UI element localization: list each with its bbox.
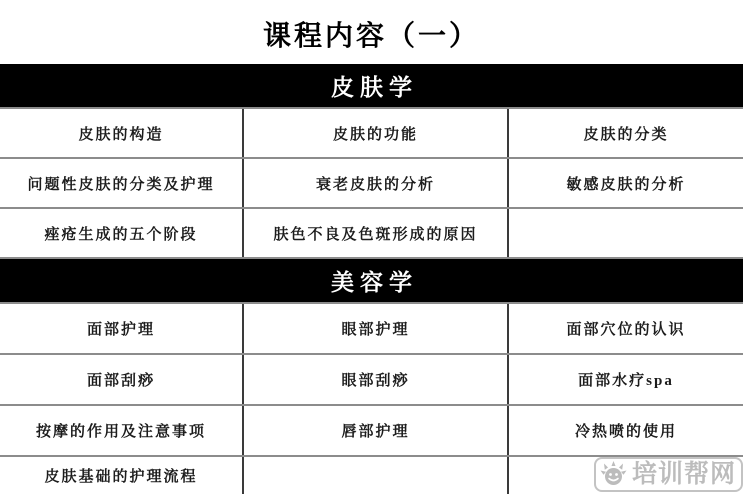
sun-face-icon [600, 461, 627, 488]
course-cell: 冷热喷的使用 [507, 406, 743, 455]
course-cell: 面部刮痧 [86, 373, 155, 389]
course-cell: 眼部护理 [242, 304, 507, 353]
course-cell: 按摩的作用及注意事项 [35, 424, 206, 440]
course-cell: 唇部护理 [242, 406, 507, 455]
table-row [0, 406, 743, 457]
page-title: 课程内容（一） [262, 21, 480, 52]
course-cell: 面部护理 [86, 322, 155, 338]
course-cell: 面部水疗spa [507, 355, 743, 404]
course-cell [242, 457, 507, 494]
section-header-cosmetology: 美容学 [0, 259, 743, 302]
dermatology-table [0, 107, 743, 259]
section-header-dermatology: 皮肤学 [0, 64, 743, 107]
course-cell: 眼部刮痧 [242, 355, 507, 404]
course-cell: 皮肤基础的护理流程 [44, 469, 198, 485]
course-cell: 皮肤的分类 [507, 109, 743, 157]
course-cell: 问题性皮肤的分类及护理 [27, 176, 215, 193]
course-cell: 肤色不良及色斑形成的原因 [242, 209, 507, 257]
course-cell: 衰老皮肤的分析 [242, 159, 507, 207]
course-cell: 皮肤的功能 [242, 109, 507, 157]
course-cell: 皮肤的构造 [78, 126, 164, 143]
course-cell: 面部穴位的认识 [507, 304, 743, 353]
course-cell [507, 209, 743, 257]
course-cell: 痤疮生成的五个阶段 [44, 226, 198, 243]
course-cell: 敏感皮肤的分析 [507, 159, 743, 207]
watermark-text: 培训帮网 [631, 460, 736, 488]
table-row [0, 304, 743, 355]
table-row [0, 355, 743, 406]
table-row [0, 159, 743, 209]
watermark-logo [594, 457, 743, 492]
table-row [0, 209, 743, 259]
table-row [0, 109, 743, 159]
